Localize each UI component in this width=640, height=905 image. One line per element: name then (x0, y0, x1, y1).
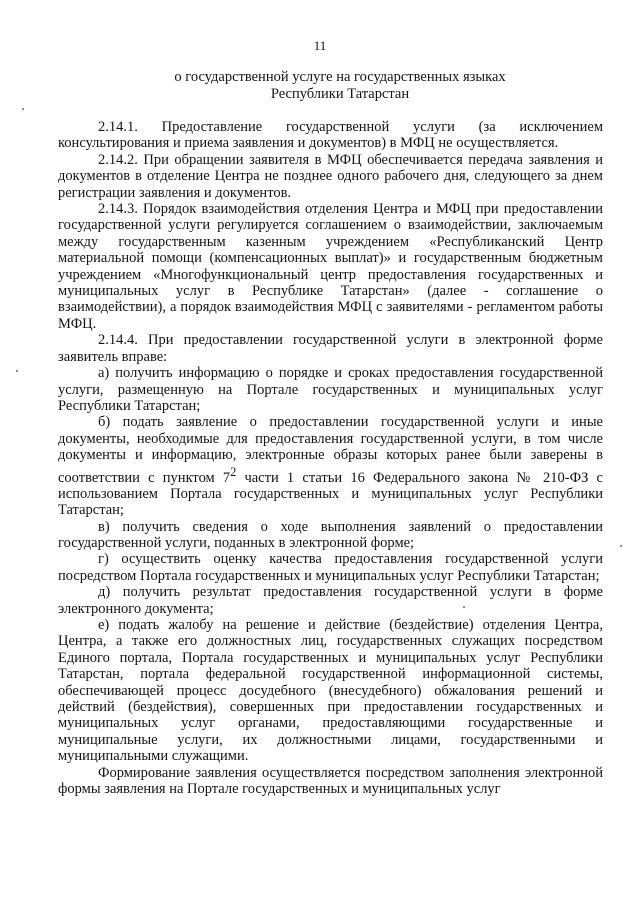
list-item-b-text: б) подать заявление о предоставлении государственной услуги и иные документы, необходимые для предоставления государственной услуги, в том числе документы и информацию, электронные образы которых ранее были заверены в соответствии с пунктом 7 (58, 414, 603, 486)
heading-line-1: о государственной услуге на государственных языках (174, 69, 506, 85)
list-item-a: а) получить информацию о порядке и сроках предоставления государственной услуги, размещенную на Портале государственных и муниципальных услуг Республики Татарстан; (58, 365, 603, 414)
list-item-g: г) осуществить оценку качества предоставления государственной услуги посредством Портала государственных и муниципальных услуг Республики Татарстан; (58, 551, 603, 584)
section-heading (150, 69, 530, 102)
heading-line-2: Республики Татарстан (270, 85, 410, 102)
scan-speck (463, 606, 465, 608)
paragraph-2-14-3: 2.14.3. Порядок взаимодействия отделения Центра и МФЦ при предоставлении государственной услуги регулируется соглашением о взаимодействии, заключаемым между государственным казенным учреждением «Республиканский Центр материальной помощи (компенсационных выплат)» и государственным бюджетным учреждением «Многофункциональный центр предоставления государственных и муниципальных услуг в Республике Татарстан» (далее - соглашение о взаимодействии), а порядок взаимодействия МФЦ с заявителями - регламентом работы МФЦ. (58, 201, 603, 332)
paragraph-formation: Формирование заявления осуществляется посредством заполнения электронной формы заявления на Портале государственных и муниципальных услуг (58, 764, 603, 798)
scan-speck (620, 545, 622, 547)
document-body (58, 119, 603, 797)
paragraph-2-14-4: 2.14.4. При предоставлении государственной услуги в электронной форме заявитель вправе: (58, 332, 603, 365)
list-item-b (58, 414, 603, 518)
scan-speck (16, 370, 18, 372)
page-number: 11 (313, 38, 327, 53)
paragraph-2-14-2: 2.14.2. При обращении заявителя в МФЦ обеспечивается передача заявления и документов в отделение Центра не позднее одного рабочего дня, следующего за днем регистрации заявления и документов. (58, 151, 603, 201)
list-item-d: д) получить результат предоставления государственной услуги в форме электронного документа; (58, 584, 603, 617)
superscript: 2 (230, 464, 237, 479)
scan-speck (22, 108, 24, 110)
list-item-b-text-cont: части 1 статьи 16 Федерального закона № 210-ФЗ с использованием Портала государственных и муниципальных услуг Республики Татарстан; (58, 469, 603, 519)
paragraph-2-14-1: 2.14.1. Предоставление государственной услуги (за исключением консультирования и приема заявления и документов) в МФЦ не осуществляется. (58, 119, 603, 152)
list-item-e: е) подать жалобу на решение и действие (бездействие) отделения Центра, Центра, а также его должностных лиц, государственных служащих посредством Единого портала, Портала государственных и муниципальных услуг Республики Татарстан, портала федеральной государственной информационной системы, обеспечивающей процесс досудебного (внесудебного) обжалования решений и действий (бездействия), совершенных при предоставлении государственных и муниципальных услуг органами, предоставляющими государственные и муниципальные услуги, их должностными лицами, государственными и муниципальными служащими. (58, 617, 603, 765)
list-item-v: в) получить сведения о ходе выполнения заявлений о предоставлении государственной услуги, поданных в электронной форме; (58, 518, 603, 551)
